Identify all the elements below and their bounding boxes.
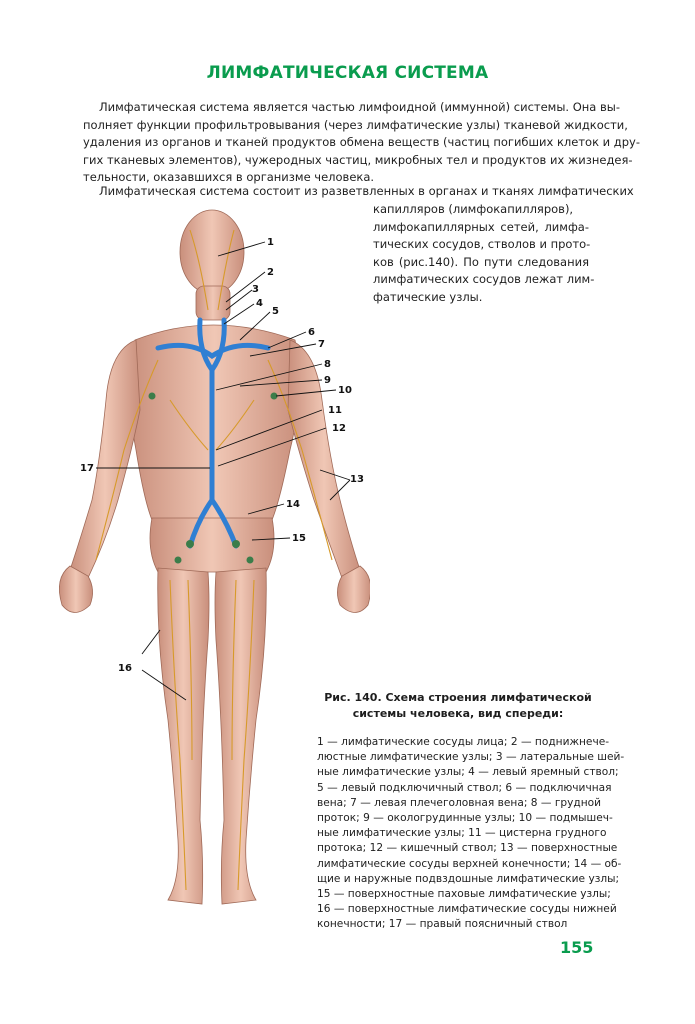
legend-line: 16 — поверхностные лимфатические сосуды нижней bbox=[317, 903, 617, 916]
callout-label: 14 bbox=[286, 499, 300, 510]
legend-line: ные лимфатические узлы; 11 — цистерна грудного bbox=[317, 827, 607, 840]
text-line: капилляров (лимфокапилляров), bbox=[373, 202, 574, 216]
callout-label: 4 bbox=[256, 298, 263, 309]
callout-label: 5 bbox=[272, 306, 279, 317]
callout-label: 8 bbox=[324, 359, 331, 370]
text-line: ков (рис.140). По пути следования bbox=[373, 254, 589, 269]
callout-label: 3 bbox=[252, 284, 259, 295]
text-line: Лимфатическая система является частью лимфоидной (иммунной) системы. Она вы- bbox=[99, 100, 621, 114]
callout-label: 16 bbox=[118, 663, 132, 674]
legend-line: вена; 7 — левая плечеголовная вена; 8 — грудной bbox=[317, 796, 602, 809]
text-line: Лимфатическая система состоит из разветвленных в органах и тканях лимфатических bbox=[99, 184, 634, 198]
callout-label: 17 bbox=[80, 463, 94, 474]
legend-line: проток; 9 — окологрудинные узлы; 10 — подмышеч- bbox=[317, 812, 613, 825]
callout-label: 11 bbox=[328, 405, 342, 416]
legend-line: люстные лимфатические узлы; 3 — латеральные шей- bbox=[317, 751, 625, 764]
text-line: тических сосудов, стволов и прото- bbox=[373, 237, 591, 252]
text-line: тельности, оказавшихся в организме человека. bbox=[83, 170, 375, 185]
legend-line: 1 — лимфатические сосуды лица; 2 — поднижнече- bbox=[317, 736, 610, 748]
structure-paragraph-continued bbox=[373, 201, 595, 307]
legend-line: 5 — левый подключичный ствол; 6 — подключичная bbox=[317, 781, 612, 794]
text-line: лимфатических сосудов лежат лим- bbox=[373, 272, 595, 287]
legend-line: конечности; 17 — правый поясничный ствол bbox=[317, 918, 568, 931]
caption-line: Рис. 140. Схема строения лимфатической bbox=[324, 691, 592, 704]
legend-line: протока; 12 — кишечный ствол; 13 — поверхностные bbox=[317, 842, 618, 855]
structure-paragraph-start bbox=[83, 183, 634, 201]
callout-label: 13 bbox=[350, 474, 364, 485]
callout-label: 6 bbox=[308, 327, 315, 338]
legend-line: щие и наружные подвздошные лимфатические узлы; bbox=[317, 872, 620, 885]
callout-label: 7 bbox=[318, 339, 325, 350]
callout-label: 10 bbox=[338, 385, 352, 396]
text-line: гих тканевых элементов), чужеродных частиц, микробных тел и продуктов их жизнедея- bbox=[83, 152, 633, 167]
callout-label: 15 bbox=[292, 533, 306, 544]
page-title: ЛИМФАТИЧЕСКАЯ СИСТЕМА bbox=[206, 63, 489, 83]
callout-label: 2 bbox=[267, 267, 274, 278]
legend-line: ные лимфатические узлы; 4 — левый яремный ствол; bbox=[317, 766, 619, 779]
intro-paragraph bbox=[83, 99, 641, 187]
callout-label: 12 bbox=[332, 423, 346, 434]
callout-label: 9 bbox=[324, 375, 331, 386]
legend-line: 15 — поверхностные паховые лимфатические узлы; bbox=[317, 888, 611, 901]
figure-caption-title bbox=[318, 690, 598, 722]
callout-label: 1 bbox=[267, 237, 274, 248]
text-line: фатические узлы. bbox=[373, 289, 483, 304]
text-line: удаления из органов и тканей продуктов обмена веществ (частиц погибших клеток и дру- bbox=[83, 135, 641, 150]
page-number: 155 bbox=[560, 938, 594, 957]
text-line: лимфокапиллярных сетей, лимфа- bbox=[373, 219, 589, 234]
legend-line: лимфатические сосуды верхней конечности; 14 — об- bbox=[317, 857, 622, 870]
figure-legend bbox=[317, 735, 625, 933]
caption-line: системы человека, вид спереди: bbox=[352, 707, 564, 720]
text-line: полняет функции профильтровывания (через лимфатические узлы) тканевой жидкости, bbox=[83, 117, 628, 132]
